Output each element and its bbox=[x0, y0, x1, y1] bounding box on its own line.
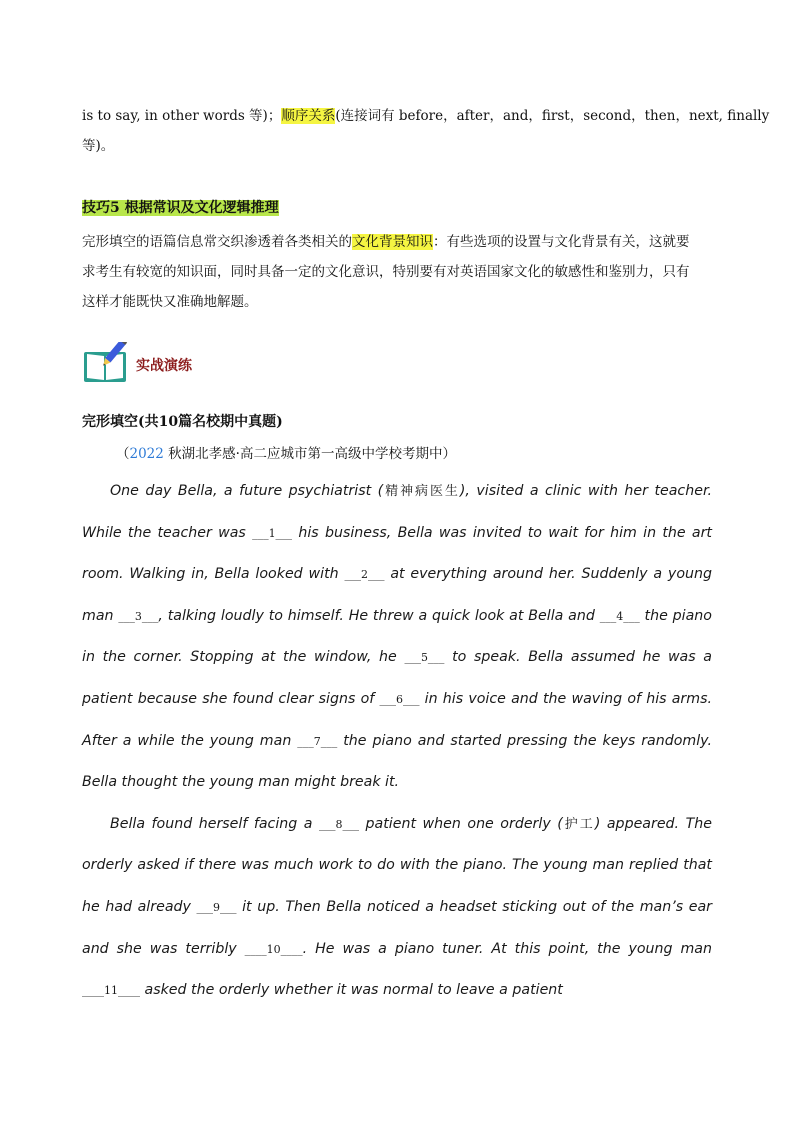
tip5-title bbox=[82, 197, 712, 217]
text-fragment: ), visited a clinic with her teacher. While the teacher was bbox=[82, 483, 712, 541]
chinese-gloss: 护工 bbox=[562, 816, 595, 832]
text-fragment: is to say, in other words 等)； bbox=[82, 108, 282, 124]
top-text-line-2: 等)。 bbox=[82, 138, 115, 154]
blank-3: ___3___ bbox=[118, 609, 159, 623]
passage-paragraph-2 bbox=[82, 804, 712, 1012]
text-fragment: ) appeared. The orderly asked if there was much work to do with the piano. The young man replied that he had already bbox=[82, 815, 712, 915]
tip5-line-1 bbox=[82, 230, 712, 250]
blank-10: ____10____ bbox=[244, 942, 303, 956]
blank-6: ___6___ bbox=[379, 692, 420, 706]
text-fragment: to speak. Bella assumed he was a patient because she found clear signs of bbox=[82, 649, 712, 707]
tip5-line-3: 这样才能既快又准确地解题。 bbox=[82, 294, 258, 310]
blank-5: ___5___ bbox=[404, 651, 445, 665]
text-fragment: Bella found herself facing a bbox=[110, 815, 320, 832]
blank-4: ___4___ bbox=[599, 609, 640, 623]
top-text-line-1 bbox=[82, 104, 770, 124]
chinese-gloss: 精神病医生 bbox=[383, 484, 460, 499]
text-fragment: it up. Then Bella noticed a headset sticking out of the man’s ear and she was terribly bbox=[82, 898, 712, 957]
text-fragment: his business, Bella was invited to wait for him in the art room. Walking in, Bella looked with bbox=[82, 524, 712, 583]
passage bbox=[82, 471, 712, 1012]
text-fragment: patient when one orderly ( bbox=[359, 815, 563, 832]
text-fragment: (连接词有 before，after，and，first，second，then，next, finally bbox=[335, 108, 770, 124]
section-label: 实战演练 bbox=[136, 358, 192, 374]
text-fragment: One day Bella, a future psychiatrist ( bbox=[110, 483, 384, 499]
text-fragment: 秋湖北孝感·高二应城市第一高级中学校考期中） bbox=[163, 446, 456, 462]
text-fragment: , talking loudly to himself. He threw a quick look at Bella and bbox=[158, 607, 600, 624]
text-fragment: （ bbox=[116, 446, 130, 462]
blank-11: ____11____ bbox=[82, 984, 140, 998]
blank-1: ___1___ bbox=[252, 526, 293, 540]
text-fragment: . He was a piano tuner. At this point, the young man bbox=[302, 940, 712, 957]
blank-7: ___7___ bbox=[297, 734, 338, 748]
highlight-cultural-knowledge: 文化背景知识 bbox=[352, 234, 433, 250]
text-fragment: at everything around her. Suddenly a young man bbox=[82, 566, 712, 624]
blank-2: ___2___ bbox=[344, 568, 385, 582]
text-fragment: the piano in the corner. Stopping at the window, he bbox=[82, 607, 712, 666]
tip5-title-text: 技巧5 根据常识及文化逻辑推理 bbox=[82, 200, 279, 216]
text-fragment: 完形填空的语篇信息常交织渗透着各类相关的 bbox=[82, 234, 352, 250]
source-year: 2022 bbox=[129, 446, 164, 462]
passage-paragraph-1 bbox=[82, 471, 712, 804]
text-fragment: asked the orderly whether it was normal to leave a patient bbox=[140, 982, 563, 999]
section-header bbox=[82, 342, 192, 388]
exercise-source bbox=[116, 442, 456, 462]
text-fragment: the piano and started pressing the keys randomly. Bella thought the young man might break it. bbox=[82, 732, 712, 791]
highlight-sequence-relation: 顺序关系 bbox=[281, 108, 336, 124]
text-fragment: in his voice and the waving of his arms. After a while the young man bbox=[82, 690, 712, 749]
tip5-line-2: 求考生有较宽的知识面，同时具备一定的文化意识，特别要有对英语国家文化的敏感性和鉴别力，只有 bbox=[82, 264, 690, 280]
text-fragment: ：有些选项的设置与文化背景有关，这就要 bbox=[433, 234, 690, 250]
blank-8: ___8___ bbox=[319, 817, 360, 831]
exercise-title: 完形填空(共10篇名校期中真题) bbox=[82, 414, 283, 430]
blank-9: ___9___ bbox=[196, 900, 237, 914]
book-pencil-icon bbox=[82, 342, 128, 388]
